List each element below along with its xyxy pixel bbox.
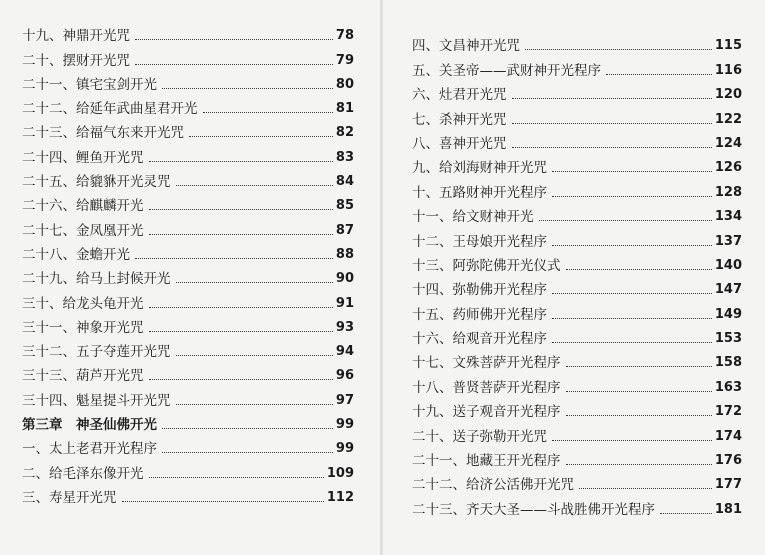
toc-page-number: 109 xyxy=(326,465,354,481)
toc-page-number: 126 xyxy=(714,160,742,176)
toc-entry-label: 第三章 神圣仙佛开光 xyxy=(22,417,157,434)
toc-page-number: 153 xyxy=(714,331,742,347)
toc-entry-label: 二十八、金蟾开光 xyxy=(22,246,130,263)
dot-leader xyxy=(149,477,324,478)
toc-entry xyxy=(22,287,354,311)
toc-chapter-heading xyxy=(22,409,354,433)
toc-page-number: 91 xyxy=(335,295,354,311)
dot-leader xyxy=(135,64,333,65)
toc-entry xyxy=(412,371,742,395)
toc-entry xyxy=(22,69,354,93)
dot-leader xyxy=(135,258,333,259)
toc-entry-label: 六、灶君开光咒 xyxy=(412,87,507,104)
toc-entry-label: 十、五路财神开光程序 xyxy=(412,184,547,201)
toc-page-number: 83 xyxy=(335,149,354,165)
dot-leader xyxy=(660,513,712,514)
toc-entry-label: 二十四、鲤鱼开光咒 xyxy=(22,149,144,166)
toc-entry xyxy=(22,20,354,44)
toc-entry xyxy=(412,225,742,249)
toc-entry-label: 四、文昌神开光咒 xyxy=(412,38,520,55)
toc-page-number: 128 xyxy=(714,184,742,200)
dot-leader xyxy=(203,112,333,113)
toc-entry xyxy=(412,54,742,78)
toc-entry-label: 十一、给文财神开光 xyxy=(412,209,534,226)
toc-entry xyxy=(412,274,742,298)
toc-entry-label: 二十二、给延年武曲星君开光 xyxy=(22,101,198,118)
dot-leader xyxy=(566,366,712,367)
toc-page-number: 147 xyxy=(714,282,742,298)
dot-leader xyxy=(552,196,712,197)
dot-leader xyxy=(566,415,712,416)
dot-leader xyxy=(162,452,333,453)
toc-entry-label: 十六、给观音开光程序 xyxy=(412,331,547,348)
toc-page-number: 181 xyxy=(714,501,742,517)
toc-page-number: 124 xyxy=(714,135,742,151)
toc-page-number: 122 xyxy=(714,111,742,127)
toc-entry-label: 二十六、给麒麟开光 xyxy=(22,198,144,215)
toc-entry xyxy=(22,433,354,457)
dot-leader xyxy=(162,428,333,429)
toc-entry-label: 十二、王母娘开光程序 xyxy=(412,233,547,250)
left-page xyxy=(0,0,382,555)
toc-entry-label: 七、杀神开光咒 xyxy=(412,111,507,128)
dot-leader xyxy=(189,136,333,137)
toc-entry-label: 十五、药师佛开光程序 xyxy=(412,306,547,323)
dot-leader xyxy=(525,49,712,50)
toc-entry xyxy=(412,420,742,444)
dot-leader xyxy=(552,171,712,172)
toc-entry-label: 九、给刘海财神开光咒 xyxy=(412,160,547,177)
toc-entry xyxy=(22,44,354,68)
toc-entry-label: 十七、文殊菩萨开光程序 xyxy=(412,355,561,372)
dot-leader xyxy=(176,404,333,405)
toc-entry-label: 二、给毛泽东像开光 xyxy=(22,465,144,482)
dot-leader xyxy=(176,282,333,283)
toc-entry-label: 十三、阿弥陀佛开光仪式 xyxy=(412,257,561,274)
toc-entry xyxy=(22,141,354,165)
dot-leader xyxy=(149,234,333,235)
toc-page-number: 112 xyxy=(326,489,354,505)
toc-entry xyxy=(412,445,742,469)
dot-leader xyxy=(566,269,712,270)
toc-page-number: 163 xyxy=(714,379,742,395)
toc-page-number: 96 xyxy=(335,368,354,384)
toc-entry xyxy=(22,239,354,263)
toc-page-number: 176 xyxy=(714,453,742,469)
toc-entry xyxy=(22,457,354,481)
toc-list-left xyxy=(22,20,354,506)
right-page xyxy=(382,0,765,555)
toc-entry xyxy=(22,482,354,506)
dot-leader xyxy=(566,391,712,392)
toc-entry-label: 五、关圣帝——武财神开光程序 xyxy=(412,62,601,79)
toc-page-number: 88 xyxy=(335,246,354,262)
toc-page-number: 81 xyxy=(335,101,354,117)
dot-leader xyxy=(552,245,712,246)
toc-entry xyxy=(412,469,742,493)
toc-entry xyxy=(412,323,742,347)
toc-entry xyxy=(412,250,742,274)
toc-entry xyxy=(412,128,742,152)
dot-leader xyxy=(162,88,333,89)
toc-entry-label: 二十一、镇宅宝剑开光 xyxy=(22,76,157,93)
dot-leader xyxy=(552,293,712,294)
toc-list-right xyxy=(412,30,742,518)
toc-entry xyxy=(412,298,742,322)
toc-entry-label: 十八、普贤菩萨开光程序 xyxy=(412,379,561,396)
toc-entry xyxy=(22,312,354,336)
dot-leader xyxy=(512,98,712,99)
toc-page-number: 97 xyxy=(335,392,354,408)
toc-entry-label: 三十一、神象开光咒 xyxy=(22,319,144,336)
toc-entry-label: 二十三、齐天大圣——斗战胜佛开光程序 xyxy=(412,501,655,518)
toc-page-number: 140 xyxy=(714,257,742,273)
toc-entry xyxy=(412,493,742,517)
toc-entry xyxy=(22,117,354,141)
toc-entry-label: 二十一、地藏王开光程序 xyxy=(412,453,561,470)
dot-leader xyxy=(176,185,333,186)
toc-entry xyxy=(412,103,742,127)
toc-page-number: 149 xyxy=(714,306,742,322)
toc-page-number: 116 xyxy=(714,62,742,78)
dot-leader xyxy=(149,331,333,332)
toc-page-number: 120 xyxy=(714,87,742,103)
dot-leader xyxy=(512,123,712,124)
dot-leader xyxy=(552,342,712,343)
toc-entry-label: 二十三、给福气东来开光咒 xyxy=(22,125,184,142)
toc-entry xyxy=(412,30,742,54)
toc-entry xyxy=(22,360,354,384)
toc-entry-label: 三十四、魁星提斗开光咒 xyxy=(22,392,171,409)
toc-entry-label: 二十七、金凤凰开光 xyxy=(22,222,144,239)
dot-leader xyxy=(135,39,333,40)
toc-entry xyxy=(412,176,742,200)
toc-entry xyxy=(22,336,354,360)
toc-entry xyxy=(22,166,354,190)
dot-leader xyxy=(606,74,712,75)
toc-page-number: 134 xyxy=(714,209,742,225)
toc-page-number: 137 xyxy=(714,233,742,249)
toc-page-number: 158 xyxy=(714,355,742,371)
dot-leader xyxy=(176,355,333,356)
toc-page-number: 79 xyxy=(335,52,354,68)
toc-entry xyxy=(412,347,742,371)
toc-page-number: 85 xyxy=(335,198,354,214)
toc-entry-label: 二十、摆财开光咒 xyxy=(22,52,130,69)
toc-page-number: 93 xyxy=(335,319,354,335)
toc-entry xyxy=(22,93,354,117)
toc-entry-label: 二十二、给济公活佛开光咒 xyxy=(412,477,574,494)
toc-entry-label: 三、寿星开光咒 xyxy=(22,489,117,506)
toc-page-number: 99 xyxy=(335,417,354,433)
dot-leader xyxy=(149,209,333,210)
toc-entry xyxy=(412,79,742,103)
dot-leader xyxy=(512,147,712,148)
dot-leader xyxy=(122,501,324,502)
toc-entry xyxy=(22,263,354,287)
toc-entry-label: 十九、神鼎开光咒 xyxy=(22,28,130,45)
toc-entry-label: 二十五、给貔貅开光灵咒 xyxy=(22,174,171,191)
toc-page-number: 90 xyxy=(335,271,354,287)
dot-leader xyxy=(579,488,712,489)
toc-page-number: 174 xyxy=(714,428,742,444)
toc-entry xyxy=(22,214,354,238)
dot-leader xyxy=(149,307,333,308)
toc-page-number: 82 xyxy=(335,125,354,141)
toc-entry xyxy=(22,384,354,408)
toc-page-number: 172 xyxy=(714,404,742,420)
toc-entry-label: 十四、弥勒佛开光程序 xyxy=(412,282,547,299)
toc-entry-label: 三十二、五子夺莲开光咒 xyxy=(22,344,171,361)
toc-page-number: 84 xyxy=(335,174,354,190)
dot-leader xyxy=(552,440,712,441)
toc-entry-label: 三十、给龙头龟开光 xyxy=(22,295,144,312)
dot-leader xyxy=(566,464,712,465)
toc-entry xyxy=(412,396,742,420)
toc-entry xyxy=(22,190,354,214)
toc-page-number: 87 xyxy=(335,222,354,238)
dot-leader xyxy=(552,318,712,319)
toc-entry xyxy=(412,201,742,225)
toc-entry-label: 十九、送子观音开光程序 xyxy=(412,404,561,421)
toc-page-number: 94 xyxy=(335,344,354,360)
dot-leader xyxy=(539,220,712,221)
toc-page-number: 177 xyxy=(714,477,742,493)
dot-leader xyxy=(149,379,333,380)
toc-entry-label: 二十九、给马上封候开光 xyxy=(22,271,171,288)
toc-entry-label: 三十三、葫芦开光咒 xyxy=(22,368,144,385)
toc-page-number: 115 xyxy=(714,38,742,54)
toc-entry-label: 一、太上老君开光程序 xyxy=(22,441,157,458)
toc-page-number: 80 xyxy=(335,76,354,92)
toc-page-number: 78 xyxy=(335,28,354,44)
toc-page-number: 99 xyxy=(335,441,354,457)
toc-entry xyxy=(412,152,742,176)
dot-leader xyxy=(149,161,333,162)
toc-entry-label: 二十、送子弥勒开光咒 xyxy=(412,428,547,445)
toc-entry-label: 八、喜神开光咒 xyxy=(412,135,507,152)
